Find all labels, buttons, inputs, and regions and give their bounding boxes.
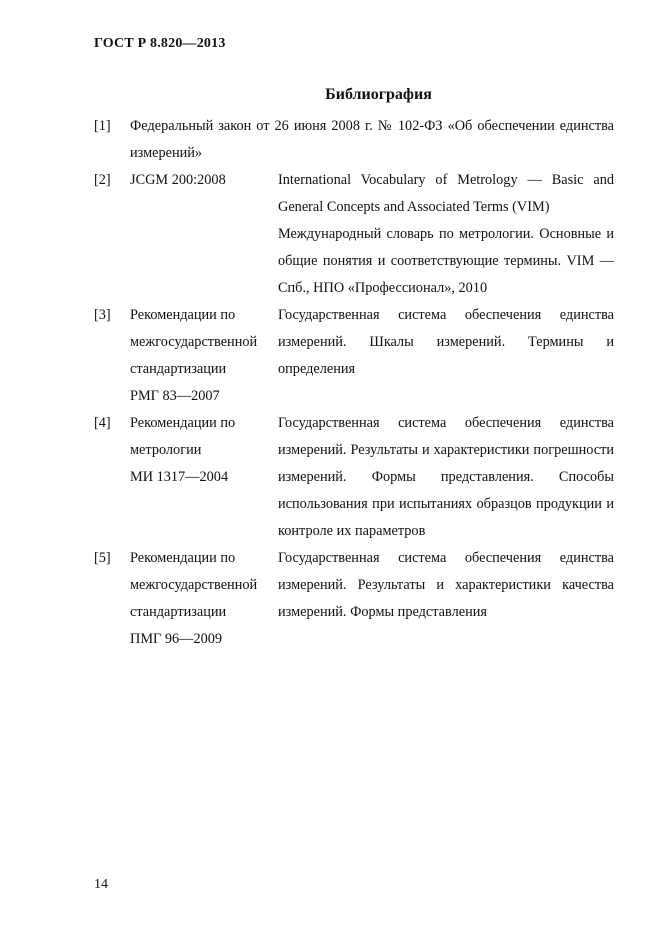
source-line: Рекомендации по xyxy=(130,550,236,566)
entry-source xyxy=(130,410,278,545)
entry-description xyxy=(278,167,614,302)
entry-description xyxy=(278,545,614,653)
entry-description xyxy=(278,410,614,545)
source-line: межгосударственной xyxy=(130,577,258,593)
entry-number: [2] xyxy=(94,172,111,188)
source-line: стандартизации xyxy=(130,361,227,377)
source-line: метрологии xyxy=(130,442,202,458)
entry-number: [4] xyxy=(94,415,111,431)
entry-full-text: Федеральный закон от 26 июня 2008 г. № 102-ФЗ «Об обеспечении единства измерений» xyxy=(130,118,614,161)
entry-number: [5] xyxy=(94,550,111,566)
entry-source xyxy=(130,167,278,302)
source-line: межгосударственной xyxy=(130,334,258,350)
entry-number: [3] xyxy=(94,307,111,323)
source-line: стандартизации xyxy=(130,604,227,620)
bibliography-list xyxy=(94,113,614,653)
entry-description xyxy=(278,302,614,410)
bibliography-entry-1 xyxy=(94,113,614,167)
entry-number: [1] xyxy=(94,118,111,134)
description-paragraph: Международный словарь по метрологии. Основные и общие понятия и соответствующие термины. VIM — Спб., НПО «Профессионал», 2010 xyxy=(278,226,614,296)
description-paragraph: Государственная система обеспечения единства измерений. Шкалы измерений. Термины и определения xyxy=(278,307,614,377)
source-line: Рекомендации по xyxy=(130,307,236,323)
source-line: JCGM 200:2008 xyxy=(130,172,226,188)
description-paragraph: Государственная система обеспечения единства измерений. Результаты и характеристики качества измерений. Формы представления xyxy=(278,550,614,620)
bibliography-entry-5 xyxy=(94,545,614,653)
description-paragraph: Государственная система обеспечения единства измерений. Результаты и характеристики погрешности измерений. Формы представления. Способы использования при испытаниях образцов продукции и контроле их параметров xyxy=(278,415,614,539)
description-paragraph: International Vocabulary of Metrology — Basic and General Concepts and Associated Terms (VIM) xyxy=(278,172,614,215)
source-line: МИ 1317—2004 xyxy=(130,469,229,485)
page-number: 14 xyxy=(94,877,108,892)
entry-source xyxy=(130,545,278,653)
source-line: ПМГ 96—2009 xyxy=(130,631,223,647)
bibliography-entry-4 xyxy=(94,410,614,545)
bibliography-entry-3 xyxy=(94,302,614,410)
entry-source xyxy=(130,302,278,410)
document-header: ГОСТ Р 8.820—2013 xyxy=(94,36,226,51)
section-title: Библиография xyxy=(325,86,432,103)
bibliography-entry-2 xyxy=(94,167,614,302)
source-line: Рекомендации по xyxy=(130,415,236,431)
source-line: РМГ 83—2007 xyxy=(130,388,220,404)
